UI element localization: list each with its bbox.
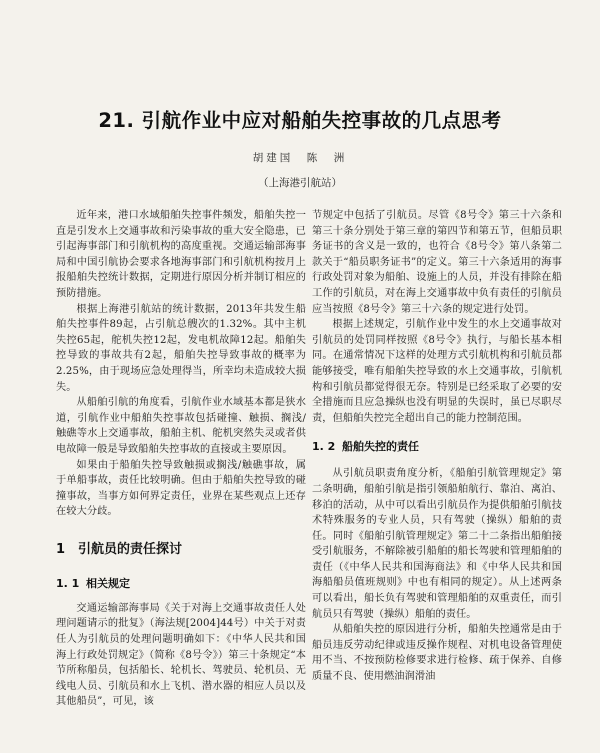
article-title: 21. 引航作业中应对船舶失控事故的几点思考 (98, 109, 502, 132)
article-authors: 胡建国 陈 洲 (252, 152, 348, 164)
body-paragraph: 根据上海港引航站的统计数据，2013年共发生船舶失控事件89起，占引航总艘次的1.32%。其中主机失控65起，舵机失控12起，发电机故障12起。船舶失控导致的事故共有2起，船舶失控导致事故的概率为2.25%，由于现场应急处理得当，所幸均未造成较大损失。 (56, 303, 306, 393)
subsection-heading (312, 438, 562, 454)
body-paragraph: 从引航员职责角度分析，《船舶引航管理规定》第二条明确，船舶引航是指引领船舶航行、靠泊、离泊、移泊的活动，从中可以看出引航员作为提供船舶引航技术特殊服务的专业人员，只有驾驶（操纵）船舶的责任。同时《船舶引航管理规定》第二十二条指出船舶接受引航服务，不解除被引船舶的船长驾驶和管理船舶的责任（《中华人民共和国海商法》和《中华人民共和国海船船员值班规则》中也有相同的规定）。从上述两条可以看出，船长负有驾驶和管理船舶的双重责任，而引航员只有驾驶（操纵）船舶的责任。 (312, 468, 562, 620)
section-number: 1 (56, 541, 66, 557)
body-paragraph: 如果由于船舶失控导致触损或搁浅/触礁事故，属于单船事故，责任比较明确。但由于船舶失控导致的碰撞事故，当事方如何界定责任，业界在某些观点上还存在较大分歧。 (56, 459, 306, 518)
right-column (312, 208, 562, 685)
body-paragraph: 根据上述规定，引航作业中发生的水上交通事故对引航员的处罚同样按照《8号令》执行，与船长基本相同。在通常情况下这样的处理方式引航机构和引航员都能够接受，唯有船舶失控导致的水上交通事故，引航机构和引航员都觉得很无奈。特别是已经采取了必要的安全措施而且应急操纵也没有明显的失误时，虽已尽职尽责，但船舶失控完全超出自己的能力控制范围。 (312, 319, 562, 424)
subsection-number: 1. 2 (312, 440, 336, 454)
section-heading (56, 538, 306, 557)
article-affiliation: （上海港引航站） (258, 177, 342, 189)
left-column (56, 208, 306, 710)
subsection-title: 船舶失控的责任 (342, 440, 419, 454)
body-paragraph: 交通运输部海事局《关于对海上交通事故责任人处理问题请示的批复》（海法规[2004]44号）中关于对责任人为引航员的处理问题明确如下：《中华人民共和国海上行政处罚规定》（简称《8号令》）第三十条规定“本节所称船员，包括船长、轮机长、驾驶员、轮机员、无线电人员、引航员和水上飞机、潜水器的相应人员以及其他船员”，可见，该 (56, 602, 306, 708)
body-paragraph: 节规定中包括了引航员。尽管《8号令》第三十六条和第三十条分别处于第三章的第四节和第五节，但船员职务证书的含义是一致的，也符合《8号令》第八条第二款关于“船员职务证书”的定义。第三十六条适用的海事行政处罚对象为船舶、设施上的人员，并没有排除在船工作的引航员，对在海上交通事故中负有责任的引航员应当按照《8号令》第三十六条的规定进行处罚。 (312, 210, 562, 315)
subsection-number: 1. 1 (56, 576, 80, 590)
body-paragraph: 从船舶失控的原因进行分析，船舶失控通常是由于船员违反劳动纪律或违反操作规程、对机电设备管理使用不当、不按预防检修要求进行检修、疏于保养、自修质量不良、使用燃油润滑油 (312, 624, 562, 683)
subsection-heading (56, 575, 306, 591)
body-paragraph: 从船舶引航的角度看，引航作业水域基本都是狭水道，引航作业中船舶失控事故包括碰撞、触损、搁浅/触礁等水上交通事故，船舶主机、舵机突然失灵或者供电故障一般是导致船舶失控事故的直接或主要原因。 (56, 397, 306, 455)
section-title: 引航员的责任探讨 (78, 541, 183, 557)
body-paragraph: 近年来，港口水域船舶失控事件频发，船舶失控一直是引发水上交通事故和污染事故的重大安全隐患，已引起海事部门和引航机构的高度重视。交通运输部海事局和中国引航协会要求各地海事部门和引航机构按月上报船舶失控统计数据，定期进行原因分析并制订相应的预防措施。 (56, 210, 306, 299)
subsection-title: 相关规定 (86, 576, 130, 590)
